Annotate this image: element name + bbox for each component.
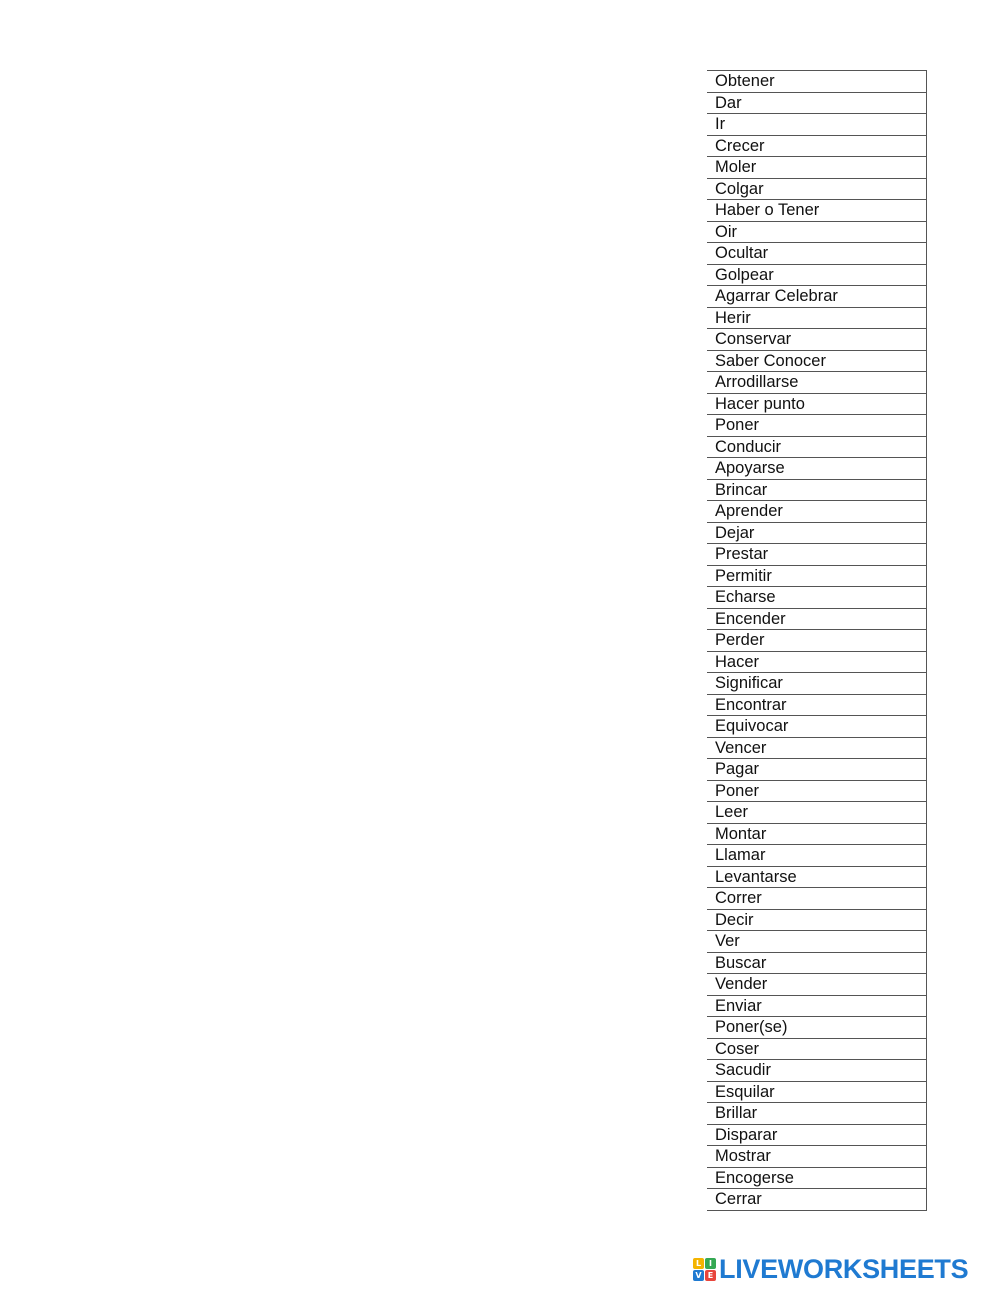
verb-cell: Obtener (707, 71, 927, 93)
verb-cell: Encontrar (707, 694, 927, 716)
verb-list-body (707, 71, 927, 1211)
table-row (707, 393, 927, 415)
table-row (707, 1189, 927, 1211)
verb-cell: Pagar (707, 759, 927, 781)
verb-cell: Conducir (707, 436, 927, 458)
table-row (707, 135, 927, 157)
table-row (707, 845, 927, 867)
verb-cell: Esquilar (707, 1081, 927, 1103)
table-row (707, 909, 927, 931)
table-row (707, 522, 927, 544)
table-row (707, 1103, 927, 1125)
verb-cell: Vencer (707, 737, 927, 759)
table-row (707, 974, 927, 996)
table-row (707, 995, 927, 1017)
table-row (707, 200, 927, 222)
verb-cell: Brillar (707, 1103, 927, 1125)
table-row (707, 372, 927, 394)
verb-cell: Moler (707, 157, 927, 179)
verb-cell: Prestar (707, 544, 927, 566)
verb-cell: Buscar (707, 952, 927, 974)
table-row (707, 264, 927, 286)
verb-cell: Disparar (707, 1124, 927, 1146)
table-row (707, 1060, 927, 1082)
table-row (707, 221, 927, 243)
verb-cell: Coser (707, 1038, 927, 1060)
verb-cell: Aprender (707, 501, 927, 523)
logo-tile-l: L (693, 1258, 704, 1269)
verb-cell: Poner (707, 780, 927, 802)
table-row (707, 952, 927, 974)
verb-cell: Agarrar Celebrar (707, 286, 927, 308)
verb-cell: Golpear (707, 264, 927, 286)
table-row (707, 1124, 927, 1146)
table-row (707, 608, 927, 630)
verb-cell: Correr (707, 888, 927, 910)
table-row (707, 759, 927, 781)
table-row (707, 307, 927, 329)
table-row (707, 866, 927, 888)
table-row (707, 92, 927, 114)
verb-list-table (707, 70, 927, 1211)
verb-cell: Ir (707, 114, 927, 136)
verb-cell: Hacer (707, 651, 927, 673)
table-row (707, 1081, 927, 1103)
table-row (707, 823, 927, 845)
table-row (707, 673, 927, 695)
verb-cell: Perder (707, 630, 927, 652)
table-row (707, 1038, 927, 1060)
verb-cell: Herir (707, 307, 927, 329)
verb-cell: Arrodillarse (707, 372, 927, 394)
verb-cell: Conservar (707, 329, 927, 351)
table-row (707, 415, 927, 437)
table-row (707, 157, 927, 179)
verb-cell: Ocultar (707, 243, 927, 265)
table-row (707, 114, 927, 136)
table-row (707, 501, 927, 523)
table-row (707, 1017, 927, 1039)
verb-cell: Significar (707, 673, 927, 695)
logo-tile-i: I (705, 1258, 716, 1269)
verb-cell: Vender (707, 974, 927, 996)
verb-cell: Encogerse (707, 1167, 927, 1189)
table-row (707, 1146, 927, 1168)
verb-cell: Encender (707, 608, 927, 630)
table-row (707, 587, 927, 609)
table-row (707, 780, 927, 802)
logo-tile-v: V (693, 1270, 704, 1281)
table-row (707, 931, 927, 953)
verb-cell: Mostrar (707, 1146, 927, 1168)
table-row (707, 243, 927, 265)
table-row (707, 651, 927, 673)
table-row (707, 694, 927, 716)
table-row (707, 544, 927, 566)
verb-cell: Apoyarse (707, 458, 927, 480)
verb-cell: Brincar (707, 479, 927, 501)
verb-cell: Dar (707, 92, 927, 114)
verb-cell: Poner(se) (707, 1017, 927, 1039)
verb-cell: Llamar (707, 845, 927, 867)
logo-tile-e: E (705, 1270, 716, 1281)
table-row (707, 1167, 927, 1189)
table-row (707, 329, 927, 351)
table-row (707, 630, 927, 652)
verb-cell: Haber o Tener (707, 200, 927, 222)
table-row (707, 802, 927, 824)
verb-cell: Hacer punto (707, 393, 927, 415)
verb-cell: Leer (707, 802, 927, 824)
table-row (707, 458, 927, 480)
liveworksheets-logo-text: LIVEWORKSHEETS (719, 1254, 969, 1284)
table-row (707, 71, 927, 93)
verb-cell: Montar (707, 823, 927, 845)
verb-cell: Equivocar (707, 716, 927, 738)
table-row (707, 436, 927, 458)
verb-cell: Enviar (707, 995, 927, 1017)
verb-cell: Sacudir (707, 1060, 927, 1082)
table-row (707, 479, 927, 501)
verb-cell: Saber Conocer (707, 350, 927, 372)
table-row (707, 286, 927, 308)
table-row (707, 565, 927, 587)
verb-cell: Decir (707, 909, 927, 931)
table-row (707, 737, 927, 759)
liveworksheets-logo-icon (693, 1258, 716, 1281)
verb-cell: Crecer (707, 135, 927, 157)
verb-cell: Levantarse (707, 866, 927, 888)
table-row (707, 888, 927, 910)
table-row (707, 178, 927, 200)
verb-cell: Colgar (707, 178, 927, 200)
table-row (707, 716, 927, 738)
verb-cell: Oir (707, 221, 927, 243)
verb-cell: Ver (707, 931, 927, 953)
verb-cell: Dejar (707, 522, 927, 544)
verb-cell: Echarse (707, 587, 927, 609)
liveworksheets-logo (693, 1256, 968, 1282)
verb-cell: Permitir (707, 565, 927, 587)
table-row (707, 350, 927, 372)
verb-cell: Poner (707, 415, 927, 437)
verb-cell: Cerrar (707, 1189, 927, 1211)
